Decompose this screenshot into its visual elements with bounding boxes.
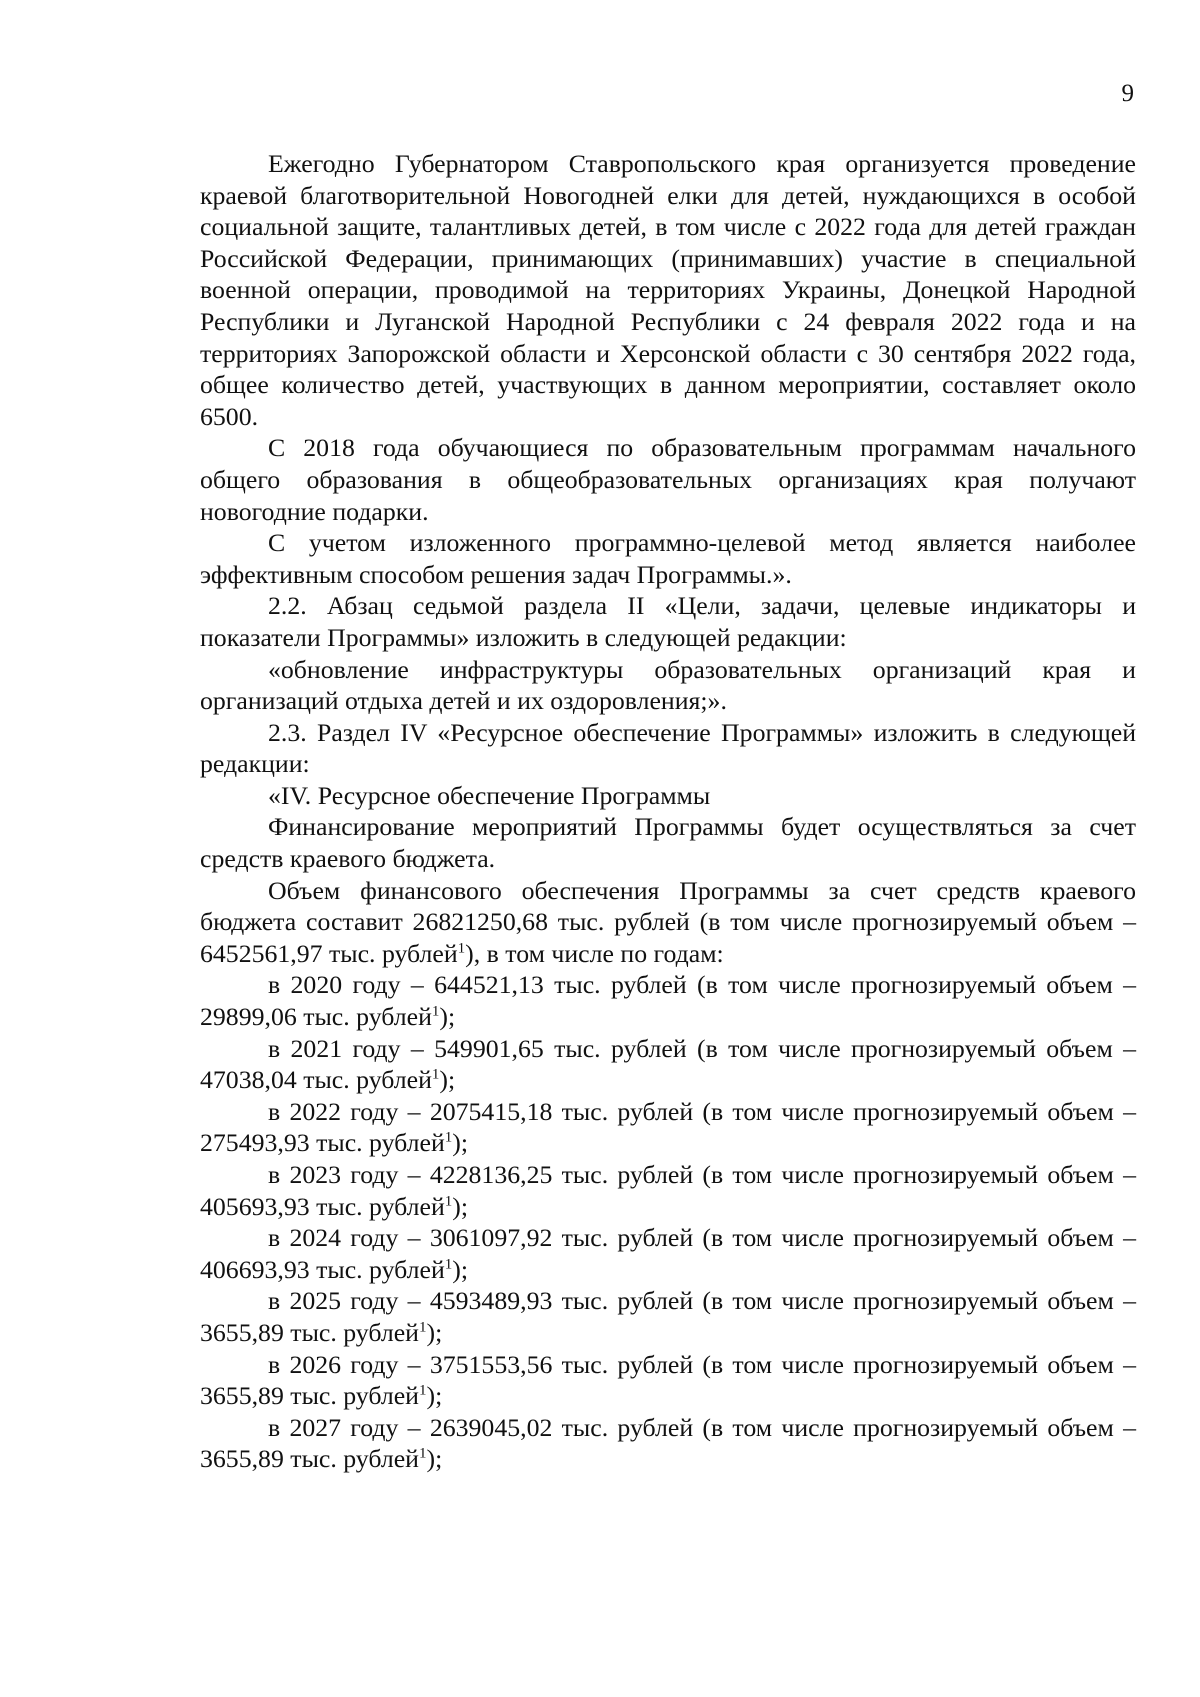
paragraph-amendment-2-2: 2.2. Абзац седьмой раздела II «Цели, задачи, целевые индикаторы и показатели Программы» изложить в следующей редакции: <box>200 591 1136 652</box>
paragraph-year-2025 <box>200 1285 1136 1348</box>
page-number: 9 <box>1121 80 1134 107</box>
paragraph-total-volume <box>200 875 1136 970</box>
year-tail: ); <box>426 1444 443 1474</box>
paragraph-year-2021 <box>200 1033 1136 1096</box>
paragraph-year-2026 <box>200 1349 1136 1412</box>
footnote-marker: 1 <box>418 1319 427 1336</box>
footnote-marker: 1 <box>457 940 466 957</box>
paragraph-year-2022 <box>200 1096 1136 1159</box>
paragraph-method: С учетом изложенного программно-целевой метод является наиболее эффективным способом решения задач Программы.». <box>200 528 1136 589</box>
paragraph-year-2024 <box>200 1222 1136 1285</box>
document-body <box>200 148 1136 1475</box>
footnote-marker: 1 <box>418 1382 427 1399</box>
section-heading: «IV. Ресурсное обеспечение Программы <box>268 780 711 810</box>
total-volume-tail: ), в том числе по годам: <box>465 938 724 968</box>
footnote-marker: 1 <box>444 1129 453 1146</box>
footnote-marker: 1 <box>431 1003 440 1020</box>
year-tail: ); <box>439 1002 456 1032</box>
year-text: в 2022 году – 2075415,18 тыс. рублей (в том числе прогнозируемый объем – 275493,93 тыс. рублей <box>200 1096 1136 1158</box>
paragraph-year-2027 <box>200 1412 1136 1475</box>
year-text: в 2023 году – 4228136,25 тыс. рублей (в том числе прогнозируемый объем – 405693,93 тыс. рублей <box>200 1160 1136 1221</box>
year-text: в 2026 году – 3751553,56 тыс. рублей (в том числе прогнозируемый объем – 3655,89 тыс. рублей <box>200 1349 1136 1411</box>
year-tail: ); <box>452 1254 469 1284</box>
year-text: в 2020 году – 644521,13 тыс. рублей (в том числе прогнозируемый объем – 29899,06 тыс. рублей <box>200 970 1136 1032</box>
year-text: в 2027 году – 2639045,02 тыс. рублей (в том числе прогнозируемый объем – 3655,89 тыс. рублей <box>200 1412 1136 1474</box>
paragraph-year-2023 <box>200 1159 1136 1222</box>
footnote-marker: 1 <box>444 1193 453 1209</box>
total-volume-text: Объем финансового обеспечения Программы за счет средств краевого бюджета составит 26821250,68 тыс. рублей (в том числе прогнозируемый объем – 6452561,97 тыс. рублей <box>200 875 1136 968</box>
year-tail: ); <box>426 1317 443 1347</box>
year-tail: ); <box>452 1191 469 1221</box>
paragraph-new-year-tree: Ежегодно Губернатором Ставропольского края организуется проведение краевой благотворительной Новогодней елки для детей, нуждающихся в особой социальной защите, талантливых детей, в том числе с 2022 года для детей граждан Российской Федерации, принимающих (принимавших) участие в специальной военной операции, проводимой на территориях Украины, Донецкой Народной Республики и Луганской Народной Республики с 24 февраля 2022 года и на территориях Запорожской области и Херсонской области с 30 сентября 2022 года, общее количество детей, участвующих в данном мероприятии, составляет около 6500. <box>200 149 1136 431</box>
year-tail: ); <box>439 1065 456 1095</box>
year-tail: ); <box>452 1128 469 1158</box>
year-text: в 2021 году – 549901,65 тыс. рублей (в том числе прогнозируемый объем – 47038,04 тыс. рублей <box>200 1033 1136 1095</box>
footnote-marker: 1 <box>444 1256 453 1273</box>
paragraph-financing-intro: Финансирование мероприятий Программы будет осуществляться за счет средств краевого бюджета. <box>200 812 1136 874</box>
footnote-marker: 1 <box>418 1445 427 1462</box>
paragraph-infrastructure-quote: «обновление инфраструктуры образовательных организаций края и организаций отдыха детей и их оздоровления;». <box>200 654 1136 716</box>
paragraph-year-2020 <box>200 969 1136 1032</box>
year-tail: ); <box>426 1381 443 1411</box>
year-text: в 2025 году – 4593489,93 тыс. рублей (в том числе прогнозируемый объем – 3655,89 тыс. рублей <box>200 1286 1136 1347</box>
paragraph-gifts: С 2018 года обучающиеся по образовательным программам начального общего образования в общеобразовательных организациях края получают новогодние подарки. <box>200 433 1136 526</box>
paragraph-amendment-2-3: 2.3. Раздел IV «Ресурсное обеспечение Программы» изложить в следующей редакции: <box>200 717 1136 779</box>
footnote-marker: 1 <box>431 1066 440 1083</box>
year-text: в 2024 году – 3061097,92 тыс. рублей (в том числе прогнозируемый объем – 406693,93 тыс. рублей <box>200 1223 1136 1284</box>
